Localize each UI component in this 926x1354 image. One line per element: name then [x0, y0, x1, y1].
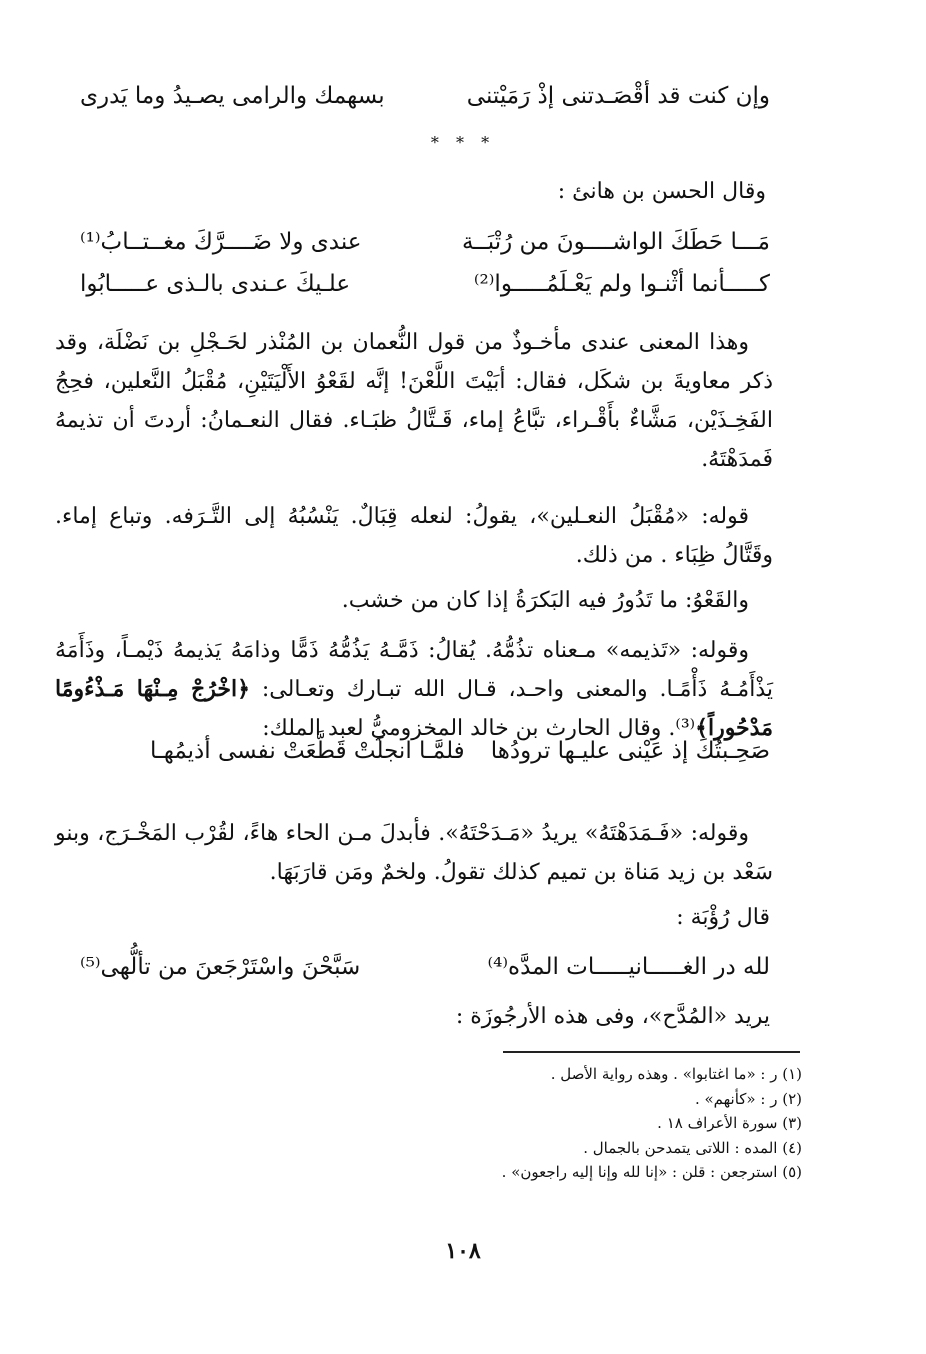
- verse-5-first-hemistich: لله در الغـــــانيـــــات المدَّه⁽⁴⁾: [487, 954, 770, 980]
- section-separator: * * *: [430, 133, 496, 152]
- verse-3-second-hemistich: علـيكَ عـندى بالـذى عـــــابُوا: [80, 271, 351, 297]
- verse-5: [80, 947, 770, 987]
- verse-2: [80, 222, 770, 262]
- intro-hasan: وقال الحسن بن هانئ :: [557, 179, 766, 204]
- verse-3: [80, 264, 770, 304]
- footnote-2: (٢) ر : «كأنهم» .: [694, 1089, 802, 1108]
- verse-2-second-hemistich: عندى ولا ضَــــرَّكَ مغــتــابُ⁽¹⁾: [80, 229, 362, 255]
- paragraph-tadhimuh-tail: ⁽³⁾. وقال الحارث بن خالد المخزوميُّ لعبد الملك:: [262, 716, 696, 741]
- page-number: ١٠٨: [445, 1238, 481, 1264]
- footnote-4: (٤) المده : اللاتى يتمدحن بالجمال .: [583, 1138, 802, 1157]
- footnote-divider: [503, 1051, 800, 1053]
- paragraph-qaw: والقَعْوُ: ما تَدُورُ فيه البَكرَةُ إذا كان من خشب.: [341, 588, 749, 613]
- paragraph-muqbal: قوله: «مُقْبَلُ النعـلين»، يقولُ: لنعله قِبَالٌ. يَنْسُبُهُ إلى التَّـرَفه. وتباع إماء. وقَتَّالُ ظِبَاء . من ذلك.: [55, 504, 773, 568]
- verse-1: [80, 76, 770, 116]
- paragraph-madahtahu: وقوله: «فَـمَدَهْتَهُ» يريدُ «مَـدَحْتَهُ». فأبدلَ مـن الحاء هاءً، لقُرْب المَخْـرَج، وبنو سَعْد بن زيد مَناة بن تميم كذلك تقولُ. ولخمٌ ومَن قارَبَهَا.: [55, 821, 773, 885]
- verse-2-first-hemistich: مَـــا حَطَكَ الواشــــونَ من رُتْبَــة: [461, 229, 770, 255]
- closing-line: يريد «المُدَّح»، وفى هذه الأرجُوزَة :: [455, 1004, 770, 1029]
- footnote-5: (٥) استرجعن : قلن : «إنا لله وإنا إليه راجعون» .: [501, 1163, 802, 1181]
- verse-4-first-hemistich: صَحِـبتُكَ إذ عَيْنى عليـها ترودُها: [490, 738, 770, 764]
- verse-4-second-hemistich: فلمَّـا انجلَتْ قَطَّعَتْ نفسى أذيمُهـا: [150, 738, 465, 764]
- intro-ruba: قال رُؤْبَة :: [676, 905, 770, 930]
- footnote-1: (١) ر : «ما اغتابوا» . وهذه رواية الأصل .: [550, 1065, 802, 1083]
- verse-1-first-hemistich: وإن كنت قد أقْصَـدتنى إذْ رَمَيْتنى: [466, 83, 770, 109]
- footnote-3: (٣) سورة الأعراف ١٨ .: [657, 1114, 802, 1132]
- verse-5-second-hemistich: سَبَّحْنَ واسْتَرْجَعنَ من تألُّهى⁽⁵⁾: [80, 954, 361, 980]
- verse-1-second-hemistich: بسهمك والرامى يصـيدُ وما يَدرى: [80, 83, 385, 109]
- quran-verse: ﴿اخْرُجْ مِـنْهَا مَـذْءُومًا مَدْحُوراً﴾: [55, 676, 773, 741]
- verse-3-first-hemistich: كـــــأنما أثْنـوا ولم يَعْـلَمُـــــوا⁽²⁾: [473, 271, 770, 297]
- paragraph-tadhimuh-text: وقوله: «تَذيمه» مـعناه تذُمُّهُ. يُقالُ: ذَمَّـهُ يَذُمُّهُ ذَمًّا وذامَهُ يَذيمهُ ذَيْمـاً، وذَأَمَهُ يَذْأَمُـهُ ذَأْمًـا. والمعنى واحـد، قـال الله تبـارك وتعـالى:: [55, 638, 773, 702]
- footnotes: [82, 1062, 802, 1185]
- paragraph-numan: وهذا المعنى عندى مأخـوذٌ من قول النُّعمان بن المُنْذر لحَـجْلِ بن نَضْلَة، وقد ذكر معاويةَ بن شكَل، فقال: أبَيْتَ اللَّعْنَ! إنَّه لقَعْوُ الأَلْيَتَيْنِ، مُقْبَلُ النَّعلين، فحِجُ الفَخِـذَيْن، مَشَّاءٌ بأَقْـراء، تبَّاعُ إماء، قَـتَّالُ ظبَـاء. فقال النعـمانُ: أردتَ أن تذيمهُ فَمدَهْتَهُ.: [55, 330, 773, 472]
- verse-4: [150, 731, 770, 771]
